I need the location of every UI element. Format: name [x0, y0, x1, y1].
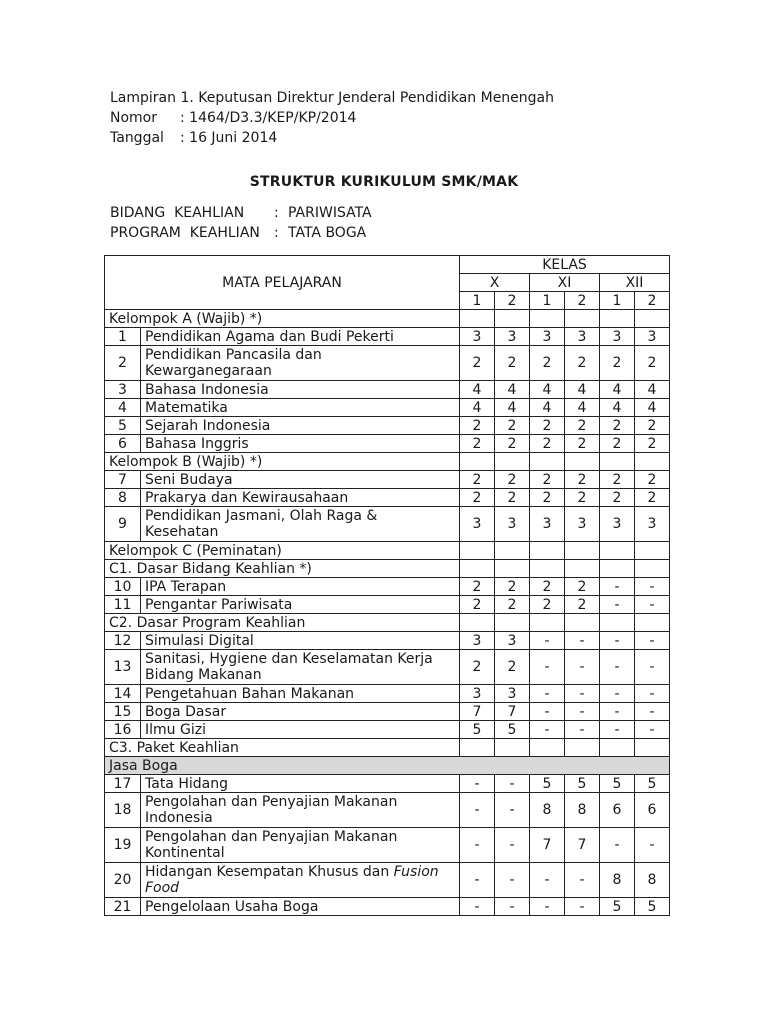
hours-cell: - — [530, 863, 565, 898]
hours-cell: - — [635, 650, 670, 685]
row-number: 6 — [105, 435, 141, 453]
hours-cell: 4 — [565, 381, 600, 399]
hours-cell: - — [600, 596, 635, 614]
hours-cell: 4 — [495, 399, 530, 417]
hours-cell: - — [495, 898, 530, 916]
subject-name-line2: Indonesia — [145, 810, 213, 826]
empty-cell — [635, 542, 670, 560]
subject-name-line1: Pengolahan dan Penyajian Makanan — [145, 794, 398, 810]
hours-cell: 2 — [495, 346, 530, 381]
subject-name-line1: Sanitasi, Hygiene dan Keselamatan Kerja — [145, 651, 433, 667]
hours-cell: 5 — [530, 775, 565, 793]
hours-cell: 8 — [635, 863, 670, 898]
empty-cell — [565, 614, 600, 632]
empty-cell — [530, 560, 565, 578]
subject-name-line1: Hidangan Kesempatan Khusus dan — [145, 864, 394, 880]
row-number: 1 — [105, 328, 141, 346]
empty-cell — [460, 614, 495, 632]
table-row — [105, 507, 670, 542]
hours-cell: 2 — [565, 417, 600, 435]
bidang-label: BIDANG KEAHLIAN — [110, 205, 245, 221]
hours-cell: - — [565, 898, 600, 916]
hours-cell: 2 — [495, 578, 530, 596]
group-label: C2. Dasar Program Keahlian — [105, 614, 460, 632]
subject-name — [141, 703, 460, 721]
subject-name-line1: Pendidikan Jasmani, Olah Raga & — [145, 508, 378, 524]
table-row — [105, 863, 670, 898]
empty-cell — [460, 739, 495, 757]
row-number: 4 — [105, 399, 141, 417]
hours-cell: 3 — [530, 328, 565, 346]
hours-cell: - — [495, 828, 530, 863]
semester-header: 1 — [460, 292, 495, 310]
subject-name-line1: Simulasi Digital — [145, 632, 254, 649]
subject-name-line1: Boga Dasar — [145, 703, 227, 720]
subject-name-line2: Kesehatan — [145, 524, 219, 540]
group-label: C3. Paket Keahlian — [105, 739, 460, 757]
hours-cell: - — [460, 793, 495, 828]
row-number: 11 — [105, 596, 141, 614]
subject-name-line1: Ilmu Gizi — [145, 721, 206, 738]
subject-name — [141, 596, 460, 614]
hours-cell: - — [635, 703, 670, 721]
subject-name — [141, 435, 460, 453]
row-number: 16 — [105, 721, 141, 739]
hours-cell: 5 — [600, 898, 635, 916]
hours-cell: - — [495, 863, 530, 898]
hours-cell: 2 — [495, 471, 530, 489]
table-row — [105, 328, 670, 346]
nomor-label: Nomor — [110, 110, 157, 126]
program-value: TATA BOGA — [288, 225, 367, 241]
hours-cell: 2 — [530, 435, 565, 453]
hours-cell: 2 — [565, 435, 600, 453]
hours-cell: 2 — [495, 435, 530, 453]
hours-cell: - — [600, 632, 635, 650]
row-number: 2 — [105, 346, 141, 381]
grade-header: XII — [600, 274, 670, 292]
hours-cell: 3 — [565, 328, 600, 346]
header-nomor — [110, 108, 554, 128]
hours-cell: 7 — [565, 828, 600, 863]
empty-cell — [460, 560, 495, 578]
program-separator: : — [274, 225, 279, 241]
hours-cell: 3 — [495, 328, 530, 346]
group-row — [105, 453, 670, 471]
subject-name-line2: Kontinental — [145, 845, 225, 861]
hours-cell: - — [565, 721, 600, 739]
hours-cell: 4 — [635, 399, 670, 417]
hours-cell: 6 — [635, 793, 670, 828]
subject-name — [141, 898, 460, 916]
subject-name — [141, 346, 460, 381]
empty-cell — [635, 453, 670, 471]
empty-cell — [495, 614, 530, 632]
hours-cell: 5 — [600, 775, 635, 793]
row-number: 10 — [105, 578, 141, 596]
table-row — [105, 685, 670, 703]
hours-cell: - — [495, 775, 530, 793]
table-row — [105, 632, 670, 650]
empty-cell — [530, 453, 565, 471]
table-row — [105, 346, 670, 381]
empty-cell — [495, 560, 530, 578]
hours-cell: 2 — [600, 489, 635, 507]
subject-name — [141, 381, 460, 399]
hours-cell: - — [565, 703, 600, 721]
tanggal-label: Tanggal — [110, 130, 164, 146]
grade-header: XI — [530, 274, 600, 292]
subject-name — [141, 417, 460, 435]
semester-header: 2 — [565, 292, 600, 310]
hours-cell: 3 — [635, 507, 670, 542]
subject-name — [141, 828, 460, 863]
table-row — [105, 650, 670, 685]
empty-cell — [565, 739, 600, 757]
group-label: Kelompok A (Wajib) *) — [105, 310, 460, 328]
row-number: 8 — [105, 489, 141, 507]
subject-name — [141, 793, 460, 828]
subject-name — [141, 685, 460, 703]
hours-cell: 3 — [460, 328, 495, 346]
hours-cell: 2 — [530, 417, 565, 435]
hours-cell: - — [460, 863, 495, 898]
empty-cell — [460, 453, 495, 471]
hours-cell: 4 — [460, 381, 495, 399]
hours-cell: 7 — [495, 703, 530, 721]
hours-cell: 3 — [565, 507, 600, 542]
group-label: Kelompok C (Peminatan) — [105, 542, 460, 560]
hours-cell: 2 — [495, 417, 530, 435]
curriculum-table — [104, 255, 670, 916]
bidang-row — [110, 203, 372, 223]
hours-cell: 8 — [530, 793, 565, 828]
document-title: STRUKTUR KURIKULUM SMK/MAK — [249, 174, 519, 190]
hours-cell: - — [565, 685, 600, 703]
hours-cell: 2 — [565, 489, 600, 507]
hours-cell: 2 — [530, 471, 565, 489]
hours-cell: - — [635, 721, 670, 739]
subject-name — [141, 399, 460, 417]
hours-cell: 2 — [600, 435, 635, 453]
hours-cell: - — [565, 650, 600, 685]
hours-cell: 2 — [635, 346, 670, 381]
hours-cell: - — [530, 703, 565, 721]
hours-cell: 3 — [495, 507, 530, 542]
group-label: Jasa Boga — [105, 757, 670, 775]
mapel-header: MATA PELAJARAN — [105, 256, 460, 310]
table-row — [105, 793, 670, 828]
table-row — [105, 471, 670, 489]
empty-cell — [600, 310, 635, 328]
semester-header: 2 — [495, 292, 530, 310]
group-label: C1. Dasar Bidang Keahlian *) — [105, 560, 460, 578]
hours-cell: 2 — [460, 435, 495, 453]
hours-cell: 2 — [460, 596, 495, 614]
hours-cell: - — [635, 578, 670, 596]
subject-name — [141, 775, 460, 793]
hours-cell: - — [495, 793, 530, 828]
hours-cell: 3 — [495, 632, 530, 650]
hours-cell: 8 — [565, 793, 600, 828]
hours-cell: 2 — [530, 578, 565, 596]
subject-name-line1: Prakarya dan Kewirausahaan — [145, 489, 349, 506]
hours-cell: - — [565, 632, 600, 650]
hours-cell: 2 — [495, 596, 530, 614]
empty-cell — [565, 310, 600, 328]
hours-cell: - — [600, 828, 635, 863]
hours-cell: 7 — [530, 828, 565, 863]
hours-cell: 2 — [600, 417, 635, 435]
hours-cell: 5 — [460, 721, 495, 739]
hours-cell: 3 — [530, 507, 565, 542]
hours-cell: 3 — [460, 507, 495, 542]
group-row — [105, 310, 670, 328]
subject-name-line1: Pendidikan Agama dan Budi Pekerti — [145, 328, 394, 345]
table-row — [105, 381, 670, 399]
row-number: 18 — [105, 793, 141, 828]
group-row — [105, 560, 670, 578]
row-number: 13 — [105, 650, 141, 685]
empty-cell — [565, 453, 600, 471]
row-number: 20 — [105, 863, 141, 898]
hours-cell: - — [460, 775, 495, 793]
subject-name-line1: Bahasa Inggris — [145, 435, 249, 452]
tanggal-value: : 16 Juni 2014 — [180, 130, 278, 146]
hours-cell: 2 — [460, 471, 495, 489]
hours-cell: - — [530, 721, 565, 739]
hours-cell: 2 — [495, 489, 530, 507]
hours-cell: 5 — [635, 898, 670, 916]
subject-name — [141, 650, 460, 685]
empty-cell — [565, 560, 600, 578]
hours-cell: 2 — [460, 417, 495, 435]
table-row — [105, 721, 670, 739]
hours-cell: 4 — [600, 381, 635, 399]
subject-name — [141, 471, 460, 489]
table-row — [105, 435, 670, 453]
table-row — [105, 898, 670, 916]
subject-name-line1: Sejarah Indonesia — [145, 417, 271, 434]
subject-name — [141, 632, 460, 650]
hours-cell: 3 — [600, 328, 635, 346]
hours-cell: 4 — [530, 381, 565, 399]
hours-cell: 2 — [530, 596, 565, 614]
hours-cell: - — [460, 898, 495, 916]
semester-header: 2 — [635, 292, 670, 310]
subject-name — [141, 489, 460, 507]
empty-cell — [495, 453, 530, 471]
empty-cell — [600, 614, 635, 632]
hours-cell: - — [635, 828, 670, 863]
empty-cell — [495, 739, 530, 757]
empty-cell — [635, 310, 670, 328]
row-number: 15 — [105, 703, 141, 721]
table-row — [105, 489, 670, 507]
hours-cell: 2 — [460, 650, 495, 685]
subject-name — [141, 721, 460, 739]
hours-cell: - — [530, 632, 565, 650]
hours-cell: 2 — [600, 471, 635, 489]
row-number: 5 — [105, 417, 141, 435]
hours-cell: - — [635, 632, 670, 650]
document-header — [110, 88, 554, 148]
subject-name-line1: Matematika — [145, 399, 228, 416]
table-row — [105, 399, 670, 417]
empty-cell — [495, 542, 530, 560]
subject-name — [141, 507, 460, 542]
hours-cell: 3 — [495, 685, 530, 703]
hours-cell: - — [565, 863, 600, 898]
subject-name-line1: Seni Budaya — [145, 471, 233, 488]
subject-name-line1: Pendidikan Pancasila dan — [145, 347, 322, 363]
header-lampiran — [110, 88, 554, 108]
hours-cell: 2 — [460, 578, 495, 596]
empty-cell — [530, 542, 565, 560]
empty-cell — [495, 310, 530, 328]
hours-cell: 4 — [495, 381, 530, 399]
empty-cell — [530, 310, 565, 328]
hours-cell: - — [530, 650, 565, 685]
subject-name-line1: Tata Hidang — [145, 775, 228, 792]
hours-cell: 3 — [635, 328, 670, 346]
hours-cell: - — [600, 650, 635, 685]
hours-cell: 2 — [530, 346, 565, 381]
group-label: Kelompok B (Wajib) *) — [105, 453, 460, 471]
hours-cell: - — [600, 578, 635, 596]
empty-cell — [460, 542, 495, 560]
header-tanggal — [110, 128, 554, 148]
hours-cell: 8 — [600, 863, 635, 898]
subject-name-line1: Bahasa Indonesia — [145, 381, 269, 398]
program-row — [110, 223, 372, 243]
row-number: 21 — [105, 898, 141, 916]
bidang-value: PARIWISATA — [288, 205, 372, 221]
empty-cell — [600, 542, 635, 560]
grade-header: X — [460, 274, 530, 292]
empty-cell — [600, 739, 635, 757]
hours-cell: 2 — [530, 489, 565, 507]
group-row — [105, 739, 670, 757]
hours-cell: 6 — [600, 793, 635, 828]
hours-cell: - — [460, 828, 495, 863]
subject-name — [141, 328, 460, 346]
subject-name-line1: IPA Terapan — [145, 578, 227, 595]
row-number: 7 — [105, 471, 141, 489]
group-row — [105, 542, 670, 560]
hours-cell: 5 — [495, 721, 530, 739]
hours-cell: 4 — [635, 381, 670, 399]
bidang-separator: : — [274, 205, 279, 221]
bidang-info — [110, 203, 372, 243]
empty-cell — [460, 310, 495, 328]
hours-cell: - — [600, 721, 635, 739]
subject-name-italic: Fusion — [393, 864, 439, 880]
hours-cell: 2 — [635, 435, 670, 453]
empty-cell — [600, 453, 635, 471]
subject-name-line2: Kewarganegaraan — [145, 363, 272, 379]
hours-cell: 3 — [600, 507, 635, 542]
hours-cell: 7 — [460, 703, 495, 721]
table-row — [105, 578, 670, 596]
subject-name-line1: Pengetahuan Bahan Makanan — [145, 685, 355, 702]
hours-cell: 3 — [460, 632, 495, 650]
semester-header: 1 — [600, 292, 635, 310]
hours-cell: 3 — [460, 685, 495, 703]
empty-cell — [635, 614, 670, 632]
hours-cell: - — [635, 685, 670, 703]
subject-name — [141, 863, 460, 898]
subject-name-line2: Food — [145, 880, 180, 896]
hours-cell: 5 — [565, 775, 600, 793]
group-row — [105, 614, 670, 632]
program-label: PROGRAM KEAHLIAN — [110, 225, 260, 241]
table-row — [105, 596, 670, 614]
empty-cell — [600, 560, 635, 578]
row-number: 14 — [105, 685, 141, 703]
empty-cell — [635, 560, 670, 578]
hours-cell: 4 — [530, 399, 565, 417]
semester-header: 1 — [530, 292, 565, 310]
table-row — [105, 828, 670, 863]
subject-name-line1: Pengelolaan Usaha Boga — [145, 898, 319, 915]
table-row — [105, 775, 670, 793]
empty-cell — [530, 614, 565, 632]
lampiran-text: Lampiran 1. Keputusan Direktur Jenderal Pendidikan Menengah — [110, 90, 555, 106]
hours-cell: - — [600, 703, 635, 721]
nomor-value: : 1464/D3.3/KEP/KP/2014 — [180, 110, 357, 126]
empty-cell — [635, 739, 670, 757]
subject-name-line1: Pengantar Pariwisata — [145, 596, 293, 613]
hours-cell: 2 — [600, 346, 635, 381]
row-number: 12 — [105, 632, 141, 650]
empty-cell — [565, 542, 600, 560]
hours-cell: - — [600, 685, 635, 703]
row-number: 17 — [105, 775, 141, 793]
hours-cell: - — [530, 898, 565, 916]
hours-cell: 2 — [565, 578, 600, 596]
hours-cell: 2 — [495, 650, 530, 685]
hours-cell: 4 — [600, 399, 635, 417]
hours-cell: 4 — [565, 399, 600, 417]
hours-cell: 2 — [565, 471, 600, 489]
hours-cell: 2 — [635, 417, 670, 435]
subject-name — [141, 578, 460, 596]
row-number: 3 — [105, 381, 141, 399]
hours-cell: 2 — [565, 346, 600, 381]
table-row — [105, 703, 670, 721]
hours-cell: 2 — [460, 346, 495, 381]
subject-name-line2: Bidang Makanan — [145, 667, 262, 683]
kelas-header: KELAS — [460, 256, 670, 274]
hours-cell: 2 — [635, 489, 670, 507]
hours-cell: - — [530, 685, 565, 703]
hours-cell: 2 — [565, 596, 600, 614]
hours-cell: 2 — [460, 489, 495, 507]
hours-cell: 4 — [460, 399, 495, 417]
row-number: 9 — [105, 507, 141, 542]
hours-cell: 2 — [635, 471, 670, 489]
hours-cell: 5 — [635, 775, 670, 793]
table-row — [105, 417, 670, 435]
hours-cell: - — [635, 596, 670, 614]
subject-name-line1: Pengolahan dan Penyajian Makanan — [145, 829, 398, 845]
row-number: 19 — [105, 828, 141, 863]
empty-cell — [530, 739, 565, 757]
group-row — [105, 757, 670, 775]
